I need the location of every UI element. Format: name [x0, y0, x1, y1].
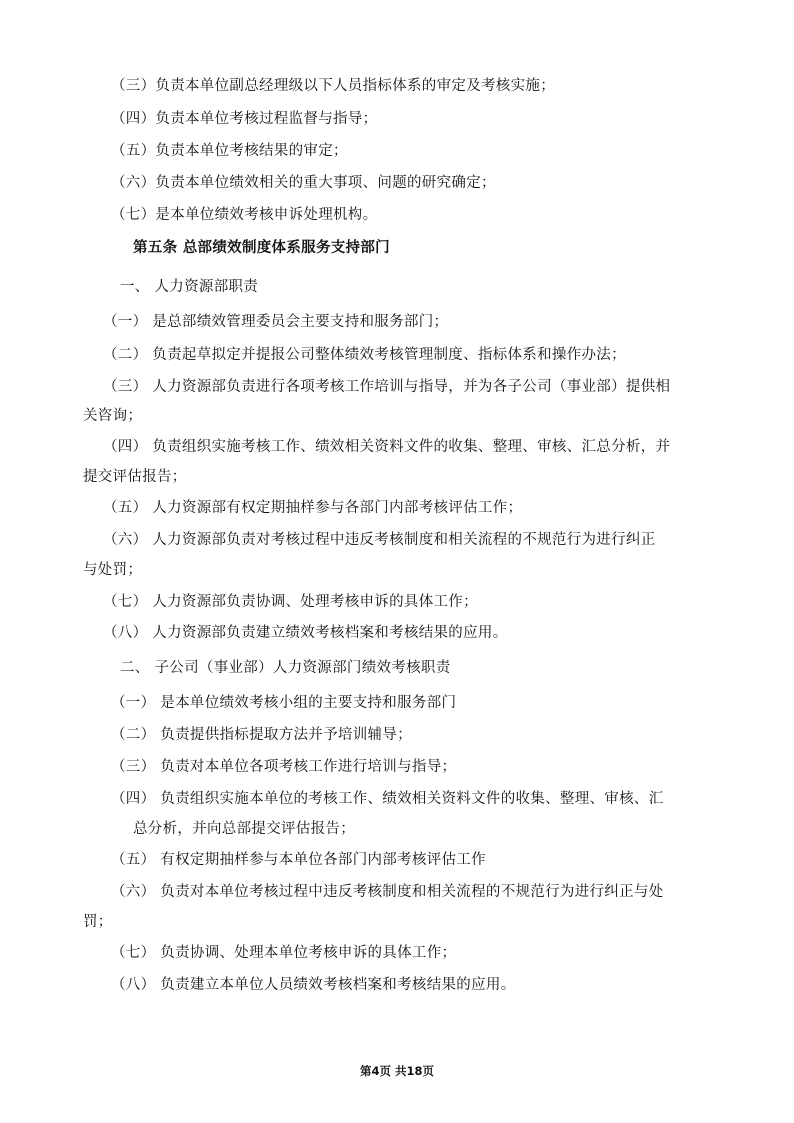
page-footer: 第4页 共18页 — [359, 1064, 434, 1078]
section2-item-2: （二） 负责提供指标提取方法并予培训辅导； — [111, 727, 412, 743]
section2-item-6: （六） 负责对本单位考核过程中违反考核制度和相关流程的不规范行为进行纠正与处 — [111, 884, 664, 900]
section2-item-7: （七） 负责协调、处理本单位考核申诉的具体工作； — [111, 945, 457, 961]
section2-item-3: （三） 负责对本单位各项考核工作进行培训与指导； — [111, 759, 457, 775]
section1-item-7: （七） 人力资源部负责协调、处理考核申诉的具体工作； — [103, 594, 478, 610]
top-item-3: （三）负责本单位副总经理级以下人员指标体系的审定及考核实施； — [111, 78, 555, 94]
section2-item-1: （一） 是本单位绩效考核小组的主要支持和服务部门 — [111, 695, 457, 711]
section1-item-3: （三） 人力资源部负责进行各项考核工作培训与指导，并为各子公司（事业部）提供相 — [103, 379, 671, 395]
section2-heading: 二、 子公司（事业部）人力资源部门绩效考核职责 — [120, 660, 451, 676]
section2-item-6-cont: 罚； — [83, 914, 113, 930]
section1-item-3-cont: 关咨询； — [83, 408, 143, 424]
section1-heading: 一、 人力资源部职责 — [120, 279, 259, 295]
section1-item-6: （六） 人力资源部负责对考核过程中违反考核制度和相关流程的不规范行为进行纠正 — [103, 532, 656, 548]
top-item-6: （六）负责本单位绩效相关的重大事项、问题的研究确定； — [111, 175, 496, 191]
article-heading: 第五条 总部绩效制度体系服务支持部门 — [133, 239, 390, 256]
section1-item-2: （二） 负责起草拟定并提报公司整体绩效考核管理制度、指标体系和操作办法； — [103, 347, 626, 363]
section2-item-4-cont: 总分析，并向总部提交评估报告； — [133, 821, 355, 837]
top-item-4: （四）负责本单位考核过程监督与指导； — [111, 111, 378, 127]
top-item-7: （七）是本单位绩效考核申诉处理机构。 — [111, 207, 378, 223]
section2-item-8: （八） 负责建立本单位人员绩效考核档案和考核结果的应用。 — [111, 977, 516, 993]
section1-item-8: （八） 人力资源部负责建立绩效考核档案和考核结果的应用。 — [103, 625, 508, 641]
section1-item-1: （一） 是总部绩效管理委员会主要支持和服务部门； — [103, 314, 449, 330]
section1-item-6-cont: 与处罚； — [83, 562, 143, 578]
top-item-5: （五）负责本单位考核结果的审定； — [111, 143, 348, 159]
section1-item-4-cont: 提交评估报告； — [83, 469, 187, 485]
section1-item-4: （四） 负责组织实施考核工作、绩效相关资料文件的收集、整理、审核、汇总分析，并 — [103, 439, 671, 455]
section1-item-5: （五） 人力资源部有权定期抽样参与各部门内部考核评估工作； — [103, 500, 523, 516]
section2-item-5: （五） 有权定期抽样参与本单位各部门内部考核评估工作 — [111, 852, 486, 868]
section2-item-4: （四） 负责组织实施本单位的考核工作、绩效相关资料文件的收集、整理、审核、汇 — [111, 791, 664, 807]
